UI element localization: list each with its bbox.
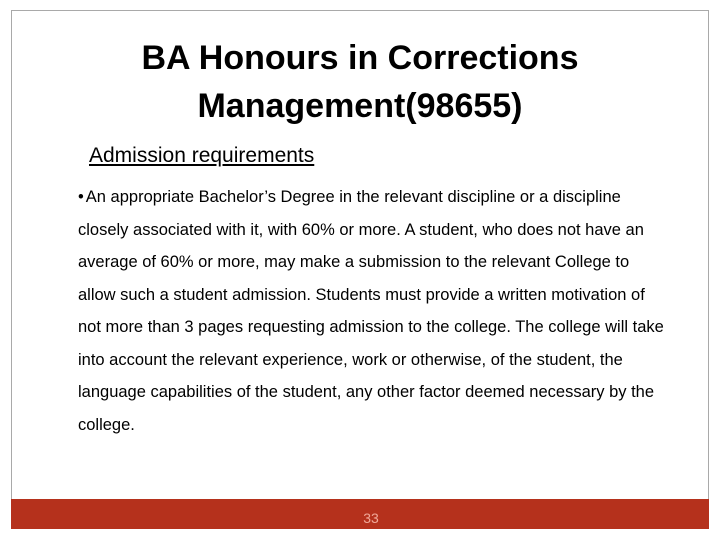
- admission-requirements-paragraph: [78, 181, 668, 441]
- slide-title: BA Honours in Corrections Management(98655): [141, 39, 579, 125]
- footer-bar: [11, 499, 709, 529]
- section-subtitle: Admission requirements: [89, 144, 315, 167]
- bullet-icon: •: [78, 188, 84, 206]
- page-number: 33: [363, 510, 379, 526]
- body-text: An appropriate Bachelor’s Degree in the relevant discipline or a discipline closely associated with it, with 60% or more. A student, who does not have an average of 60% or more, may make a submission to the relevant College to allow such a student admission. Students must provide a written motivation of not more than 3 pages requesting admission to the college. The college will take into account the relevant experience, work or otherwise, of the student, the language capabilities of the student, any other factor deemed necessary by the college.: [78, 188, 664, 434]
